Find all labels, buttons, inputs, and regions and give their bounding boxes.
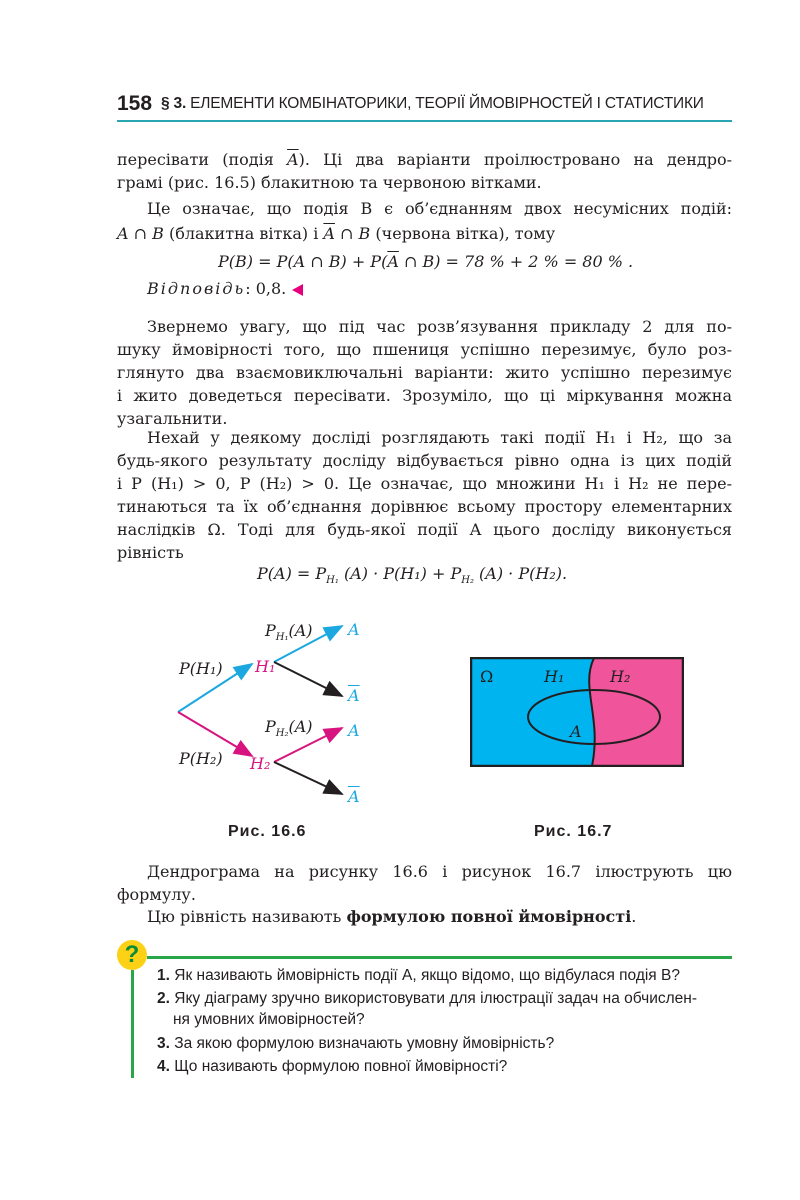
review-questions — [117, 940, 737, 1080]
h2-region — [589, 658, 683, 766]
figure-caption-16-7: Рис. 16.7 — [534, 823, 613, 840]
questions-rule — [147, 956, 732, 959]
text-line: Нехай у деякому досліді розглядають такі події H₁ і H₂, що за — [147, 428, 732, 447]
venn-figure — [470, 657, 684, 767]
text-line: і жито доведеться пересівати. Зрозуміло, що ці міркування можна — [117, 386, 732, 405]
figure-caption-16-6: Рис. 16.6 — [228, 823, 307, 840]
formula-total-probability: $P(A) = P_{H_1}$ $(A) \cdot P(H_1) + P_{H_2}$ (A) · P(H₂). — [257, 564, 568, 587]
branch-h1-not-a — [274, 662, 342, 696]
questions-side-rule — [131, 970, 134, 1078]
question-item: 1. Як називають ймовірність події A, якщо відомо, що відбулася подія B? — [157, 967, 680, 984]
label-venn-a: A — [570, 722, 582, 741]
label-not-a-bottom: $\overline{A}$ — [348, 787, 360, 806]
label-venn-h1: H₁ — [544, 667, 565, 686]
formula-pb: P(B) = P(A ∩ $B) + P(\overline{A}$ ∩ B) = 78 % + 2 % = 80 % . — [218, 252, 634, 271]
end-marker-icon — [292, 284, 303, 296]
text-line: рівність — [117, 543, 184, 562]
branch-h2-not-a — [274, 762, 342, 794]
text-line: пересівати (подія $\overline{A}$). Ці два варіанти проілюстровано на дендро- — [117, 150, 732, 169]
answer-line: Відповідь: 0,8. — [147, 277, 303, 300]
question-item-continued: ня умовних ймовірностей? — [173, 1011, 365, 1028]
label-p-h2: P(H₂) — [179, 749, 223, 768]
text-line: Це означає, що подія B є об’єднанням двох несумісних подій: — [147, 199, 732, 218]
text-line: Дендрограма на рисунку 16.6 і рисунок 16.7 ілюструють цю — [147, 862, 732, 881]
chapter-title-text: ЕЛЕМЕНТИ КОМБІНАТОРИКИ, ТЕОРІЇ ЙМОВІРНОСТЕЙ І СТАТИСТИКИ — [190, 95, 704, 112]
text-line: глянуто два взаємовиключальні варіанти: жито успішно перезимує — [117, 363, 732, 382]
text-line: і P (H₁) > 0, P (H₂) > 0. Це означає, що множини H₁ і H₂ не пере- — [117, 474, 732, 493]
text-line: тинаються та їх об’єднання дорівнює всьому простору елементарних — [117, 497, 732, 516]
label-omega: Ω — [480, 667, 494, 686]
label-h2: H₂ — [250, 754, 271, 773]
question-item: 3. За якою формулою визначають умовну ймовірність? — [157, 1035, 555, 1052]
text-line: шуку ймовірності того, що пшениця успішно перезимує, було роз- — [117, 340, 732, 359]
text-line: грамі (рис. 16.5) блакитною та червоною вітками. — [117, 173, 542, 192]
label-h1: H₁ — [255, 657, 276, 676]
text-line: наслідків Ω. Тоді для будь-якої події A цього досліду виконується — [117, 520, 732, 539]
text-line: узагальнити. — [117, 409, 228, 428]
page-header — [117, 92, 732, 122]
chapter-title — [161, 95, 704, 113]
page-number: 158 — [117, 92, 153, 115]
text-line: Цю рівність називають формулою повної ймовірності. — [147, 907, 637, 926]
question-item: 4. Що називають формулою повної ймовірності? — [157, 1058, 508, 1075]
label-p-h1: P(H₁) — [179, 659, 223, 678]
label-p-h2-a: $P_{H_2}(A)$ — [265, 717, 313, 740]
question-item: 2. Яку діаграму зручно використовувати для ілюстрації задач на обчислен- — [157, 990, 697, 1007]
text-line: формулу. — [117, 885, 196, 904]
label-a-top: A — [348, 620, 360, 639]
text-line: A ∩ B (блакитна вітка) і $\overline{A}$ ∩ B (червона вітка), тому — [117, 224, 556, 243]
chapter-number: § 3. — [161, 95, 187, 112]
label-not-a-top: $\overline{A}$ — [348, 686, 360, 705]
text-line: будь-якого результату досліду відбувається рівно одна із цих подій — [117, 451, 732, 470]
label-p-h1-a: $P_{H_1}(A)$ — [265, 621, 313, 644]
label-a-bottom: A — [348, 721, 360, 740]
label-venn-h2: H₂ — [610, 667, 631, 686]
text-line: Звернемо увагу, що під час розв’язування прикладу 2 для по- — [147, 317, 732, 336]
header-rule — [117, 120, 732, 122]
question-mark-icon: ? — [117, 940, 147, 970]
